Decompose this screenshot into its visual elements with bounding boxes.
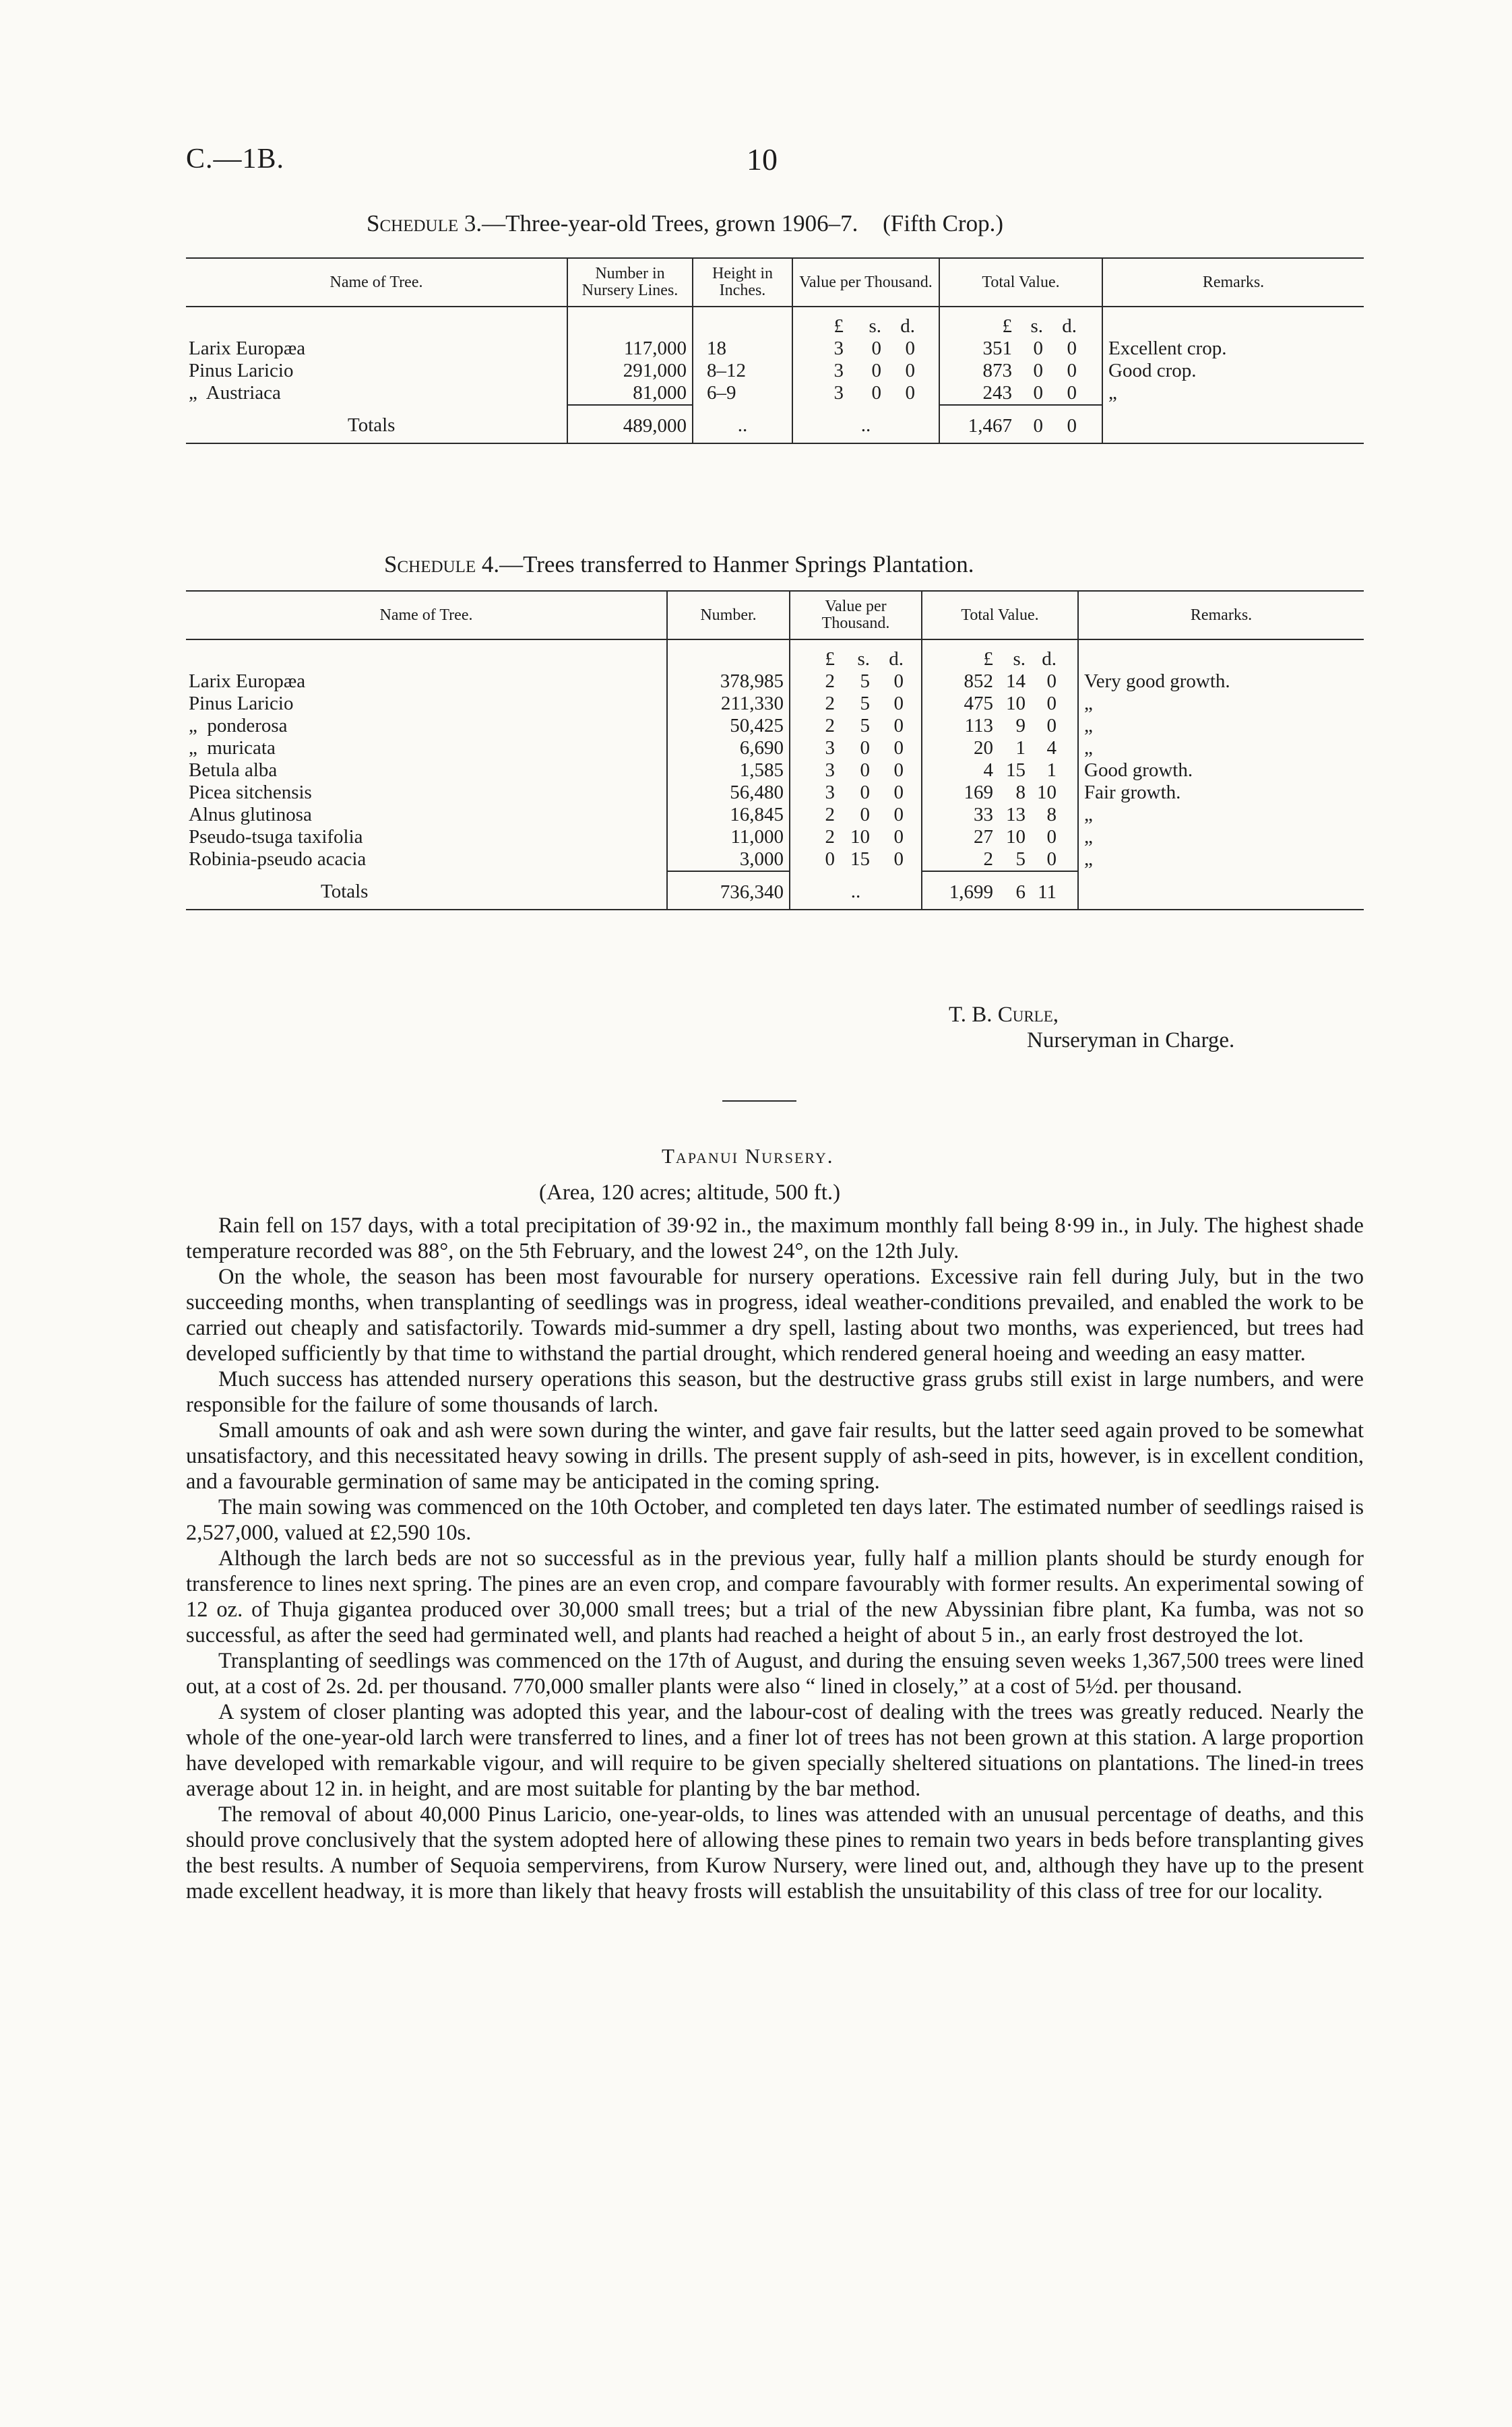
height-cell: 18: [693, 338, 792, 360]
tree-name: Larix Europæa: [189, 670, 306, 692]
number-cell: 1,585: [667, 759, 790, 782]
table-row: Picea sitchensis 56,480 3 0 0 169 8 10 Fair growth.: [186, 782, 1364, 804]
page-number: 10: [747, 142, 778, 177]
tree-name: Robinia-pseudo acacia: [189, 848, 367, 870]
col-height-in-inches: Height in Inches.: [693, 258, 792, 307]
paragraph-closer-planting: A system of closer planting was adopted this year, and the labour-cost of dealing with the trees was greatly reduced. Nearly the whole of the one-year-old larch were transferred to lines, and a finer lot of trees has not been grown at this station. A large proportion have developed with remarkable vigour, and will require to be given specially sheltered situations on plantations. The lined-in trees average about 12 in. in height, and are most suitable for planting by the bar method.: [186, 1700, 1364, 1801]
schedule-4-table: [186, 590, 1364, 910]
col-remarks: Remarks.: [1078, 591, 1364, 639]
schedule-4-heading: 4.—Trees transferred to Hanmer Springs Plantation.: [481, 551, 974, 577]
number-cell: 50,425: [667, 715, 790, 737]
col-number-in-nursery-lines: Number in Nursery Lines.: [567, 258, 693, 307]
totals-label: Totals: [186, 405, 567, 443]
height-cell: 6–9: [693, 382, 792, 405]
number-cell: 117,000: [567, 338, 693, 360]
remarks-cell: „: [1078, 804, 1364, 826]
paragraph-main-sowing: The main sowing was commenced on the 10th October, and completed ten days later. The estimated number of seedlings raised is 2,527,000, valued at £2,590 10s.: [186, 1495, 1364, 1545]
tree-name: Picea sitchensis: [189, 782, 312, 803]
number-cell: 11,000: [667, 826, 790, 848]
paragraph-rainfall: Rain fell on 157 days, with a total precipitation of 39·92 in., the maximum monthly fall being 8·99 in., in July. The highest shade temperature recorded was 88°, on the 5th February, and the lowest 24°, on the 12th July.: [186, 1214, 1364, 1263]
tree-name: Alnus glutinosa: [189, 804, 312, 825]
table-row: Robinia-pseudo acacia 3,000 0 15 0 2 5 0 „: [186, 848, 1364, 871]
tree-name: Pinus Laricio: [189, 360, 294, 381]
paragraph-transplanting: Transplanting of seedlings was commenced on the 17th of August, and during the ensuing seven weeks 1,367,500 trees were lined out, at a cost of 2s. 2d. per thousand. 770,000 smaller plants were also “ lined in closely,” at a cost of 5½d. per thousand.: [186, 1649, 1364, 1699]
tree-name: „ Austriaca: [189, 382, 281, 404]
col-remarks: Remarks.: [1102, 258, 1364, 307]
schedule-4-header-row: [186, 591, 1364, 639]
tree-name: Pinus Laricio: [189, 693, 294, 714]
number-cell: 291,000: [567, 360, 693, 382]
remarks-cell: „: [1078, 715, 1364, 737]
table-row: „ muricata 6,690 3 0 0 20 1 4 „: [186, 737, 1364, 759]
remarks-cell: „: [1102, 382, 1364, 405]
col-value-per-thousand: Value per Thousand.: [790, 591, 922, 639]
tree-name: Betula alba: [189, 759, 278, 781]
schedule-3-heading: 3.—Three-year-old Trees, grown 1906–7.: [464, 210, 858, 237]
lsd-row: £ s. d. £ s. d.: [186, 307, 1364, 338]
totals-height: ..: [693, 405, 792, 443]
remarks-cell: „: [1078, 826, 1364, 848]
totals-row: Totals 736,340 .. 1,699 6 11: [186, 871, 1364, 910]
signature-role: Nurseryman in Charge.: [1027, 1028, 1235, 1052]
number-cell: 378,985: [667, 670, 790, 693]
col-name-of-tree: Name of Tree.: [186, 258, 567, 307]
paragraph-pinus-laricio: The removal of about 40,000 Pinus Laricio, one-year-olds, to lines was attended with an unusual percentage of deaths, and this should prove conclusively that the system adopted here of allowing these pines to remain two years in beds before transplanting gives the best results. A number of Sequoia sempervirens, from Kurow Nursery, were lined out, and, although they have up to the present made excellent headway, it is more than likely that heavy frosts will establish the unsuitability of this class of tree for our locality.: [186, 1802, 1364, 1903]
table-row: Pseudo-tsuga taxifolia 11,000 2 10 0 27 10 0 „: [186, 826, 1364, 848]
remarks-cell: Good growth.: [1078, 759, 1364, 782]
remarks-cell: „: [1078, 737, 1364, 759]
totals-label: Totals: [186, 871, 667, 910]
number-cell: 16,845: [667, 804, 790, 826]
totals-number: 489,000: [567, 405, 693, 443]
col-value-per-thousand: Value per Thousand.: [792, 258, 939, 307]
schedule-3-crop: (Fifth Crop.): [883, 210, 1003, 237]
table-row: Larix Europæa 117,000 18 3 0 0 351 0 0 Excellent crop.: [186, 338, 1364, 360]
totals-value: ..: [792, 405, 939, 443]
paragraph-larch-beds: Although the larch beds are not so successful as in the previous year, fully half a million plants should be sturdy enough for transference to lines next spring. The pines are an even crop, and compare favourably with former results. An experimental sowing of 12 oz. of Thuja gigantea produced over 30,000 small trees; but a trial of the new Abyssinian fibre plant, Ka fumba, was not so successful, as after the seed had germinated well, and plants had reached a height of about 5 in., an early frost destroyed the lot.: [186, 1546, 1364, 1647]
remarks-cell: Very good growth.: [1078, 670, 1364, 693]
col-number: Number.: [667, 591, 790, 639]
table-row: „ Austriaca 81,000 6–9 3 0 0 243 0 0 „: [186, 382, 1364, 405]
schedule-3-header-row: [186, 258, 1364, 307]
remarks-cell: Fair growth.: [1078, 782, 1364, 804]
table-row: „ ponderosa 50,425 2 5 0 113 9 0 „: [186, 715, 1364, 737]
document-reference: C.—1B.: [186, 144, 285, 175]
paragraph-season: On the whole, the season has been most favourable for nursery operations. Excessive rain fell during July, but in the two succeeding months, when transplanting of seedlings was in progress, ideal weather-conditions prevailed, and enabled the work to be carried out cheaply and satisfactorily. Towards mid-summer a dry spell, lasting about two months, was experienced, but trees had developed sufficiently by that time to withstand the partial drought, which rendered general hoeing and weeding an easy matter.: [186, 1265, 1364, 1366]
col-name-of-tree: Name of Tree.: [186, 591, 667, 639]
tree-name: „ ponderosa: [189, 715, 288, 736]
table-row: Pinus Laricio 291,000 8–12 3 0 0 873 0 0 Good crop.: [186, 360, 1364, 382]
col-total-value: Total Value.: [922, 591, 1078, 639]
height-cell: 8–12: [693, 360, 792, 382]
col-total-value: Total Value.: [939, 258, 1102, 307]
tapanui-body: [186, 1213, 1364, 1904]
table-row: Betula alba 1,585 3 0 0 4 15 1 Good growth.: [186, 759, 1364, 782]
totals-value: ..: [790, 871, 922, 910]
schedule-4-label: Schedule: [384, 551, 476, 577]
tree-name: Pseudo-tsuga taxifolia: [189, 826, 363, 848]
number-cell: 211,330: [667, 693, 790, 715]
remarks-cell: „: [1078, 848, 1364, 871]
remarks-cell: Excellent crop.: [1102, 338, 1364, 360]
number-cell: 56,480: [667, 782, 790, 804]
remarks-cell: „: [1078, 693, 1364, 715]
schedule-3-table: [186, 257, 1364, 444]
totals-row: Totals 489,000 .. .. 1,467 0 0: [186, 405, 1364, 443]
table-row: Larix Europæa 378,985 2 5 0 852 14 0 Very good growth.: [186, 670, 1364, 693]
schedule-3-title: [367, 210, 1003, 237]
paragraph-grubs: Much success has attended nursery operations this season, but the destructive grass grubs still exist in large numbers, and were responsible for the failure of some thousands of larch.: [186, 1367, 1364, 1417]
signature-name: T. B. Curle,: [949, 1003, 1059, 1027]
totals-number: 736,340: [667, 871, 790, 910]
schedule-3-label: Schedule: [367, 210, 459, 237]
table-row: Pinus Laricio 211,330 2 5 0 475 10 0 „: [186, 693, 1364, 715]
remarks-cell: Good crop.: [1102, 360, 1364, 382]
number-cell: 81,000: [567, 382, 693, 405]
paragraph-oak-ash: Small amounts of oak and ash were sown during the winter, and gave fair results, but the latter seed again proved to be somewhat unsatisfactory, and this necessitated heavy sowing in drills. The present supply of ash-seed in pits, however, is in excellent condition, and a favourable germination of same may be anticipated in the coming spring.: [186, 1418, 1364, 1494]
section-divider: [722, 1100, 796, 1102]
number-cell: 6,690: [667, 737, 790, 759]
tree-name: Larix Europæa: [189, 338, 306, 359]
tapanui-title: Tapanui Nursery.: [662, 1144, 834, 1168]
number-cell: 3,000: [667, 848, 790, 871]
table-row: Alnus glutinosa 16,845 2 0 0 33 13 8 „: [186, 804, 1364, 826]
schedule-4-title: [384, 551, 974, 578]
tree-name: „ muricata: [189, 737, 276, 759]
lsd-row: £ s. d. £ s. d.: [186, 639, 1364, 670]
tapanui-area: (Area, 120 acres; altitude, 500 ft.): [539, 1180, 841, 1205]
